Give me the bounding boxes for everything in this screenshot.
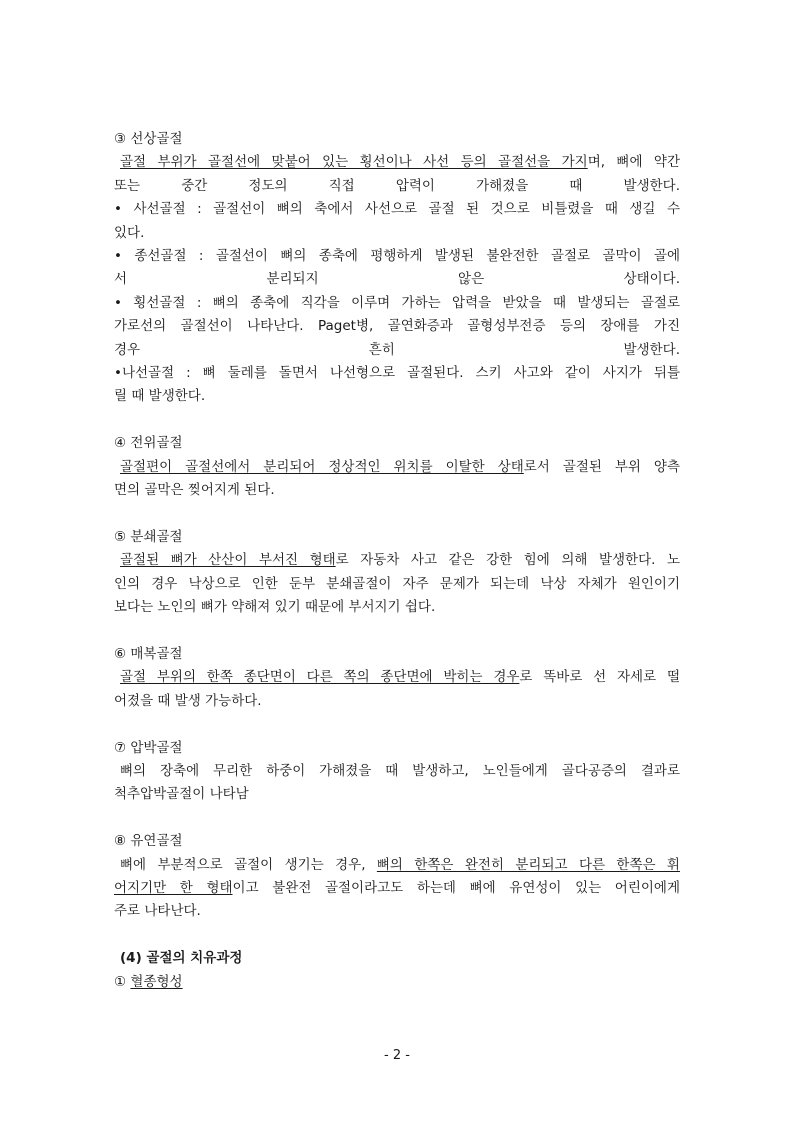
line-text: 보다는 노인의 뼈가 약해져 있기 때문에 부서지기 쉽다. <box>114 599 436 616</box>
line-text: 서 분리되지 않은 상태이다. <box>114 271 680 288</box>
line-text: 로 자동차 사고 같은 강한 힘에 의해 발생한다. 노 <box>335 552 680 569</box>
paragraph-line <box>114 339 680 362</box>
line-text: 인의 경우 낙상으로 인한 둔부 분쇄골절이 자주 문제가 되는데 낙상 자체가 원인이기 <box>114 575 680 592</box>
section-heading: ⑤ 분쇄골절 <box>114 528 183 545</box>
paragraph-line <box>114 479 680 502</box>
line-text: 릴 때 발생한다. <box>114 388 206 405</box>
underlined-key-phrase: 골절 부위가 골절선에 맞붙어 있는 횡선이나 사선 등의 골절선을 가지 <box>120 154 588 171</box>
line-text: 경우 흔히 발생한다. <box>114 341 680 358</box>
section-heading: ⑥ 매복골절 <box>114 645 183 662</box>
underlined-key-phrase: 골절편이 골절선에서 분리되어 정상적인 위치를 이탈한 상태 <box>120 458 524 475</box>
fracture-type-section <box>114 830 680 924</box>
line-text: 로 똑바로 선 자세로 떨 <box>519 669 680 686</box>
underlined-key-phrase: 골절 부위의 한쪽 종단면이 다른 쪽의 종단면에 박히는 경우 <box>120 669 520 686</box>
section-heading: ⑦ 압박골절 <box>114 739 183 756</box>
paragraph-line <box>114 198 680 221</box>
line-text: 있다. <box>114 224 145 241</box>
line-text: •나선골절 : 뼈 둘레를 돌면서 나선형으로 골절된다. 스키 사고와 같이 사지가 뒤틀 <box>114 365 680 382</box>
paragraph-line <box>114 854 680 877</box>
line-text: 또는 중간 정도의 직접 압력이 가해졌을 때 발생한다. <box>114 177 680 194</box>
paragraph-line <box>114 362 680 385</box>
section-heading: ⑧ 유연골절 <box>114 833 183 850</box>
paragraph-line <box>114 151 680 174</box>
line-text: 면의 골막은 찢어지게 된다. <box>114 482 275 499</box>
paragraph-line <box>114 456 680 479</box>
fracture-type-section <box>114 643 680 713</box>
paragraph-line <box>114 877 680 900</box>
line-text: 뼈의 장축에 무리한 하중이 가해졌을 때 발생하고, 노인들에게 골다공증의 결과로 <box>120 762 680 779</box>
paragraph-line <box>114 268 680 291</box>
paragraph-line <box>114 222 680 245</box>
paragraph-line <box>114 175 680 198</box>
line-text: 뼈에 부분적으로 골절이 생기는 경우, <box>120 856 377 873</box>
paragraph-line <box>114 573 680 596</box>
line-text: 이고 불완전 골절이라고도 하는데 뼈에 유연성이 있는 어린이에게 <box>232 879 680 896</box>
underlined-key-phrase: 어지기만 한 형태 <box>114 879 233 896</box>
underlined-key-phrase: 뼈의 한쪽은 완전히 분리되고 다른 한쪽은 휘 <box>376 856 680 873</box>
item-marker: ① <box>114 973 127 990</box>
line-text: • 종선골절 : 골절선이 뼈의 종축에 평행하게 발생된 불완전한 골절로 골막이 골에 <box>114 248 680 265</box>
line-text: 가로선의 골절선이 나타난다. Paget병, 골연화증과 골형성부전증 등의 장애를 가진 <box>114 318 680 335</box>
line-text: 척추압박골절이 나타남 <box>114 786 249 803</box>
paragraph-line <box>114 549 680 572</box>
paragraph-line <box>114 292 680 315</box>
section-heading: ③ 선상골절 <box>114 131 183 147</box>
paragraph-line <box>114 315 680 338</box>
paragraph-line <box>114 245 680 268</box>
item-label: 혈종형성 <box>130 973 183 990</box>
line-text: • 사선골절 : 골절선이 뼈의 축에서 사선으로 골절 된 것으로 비틀렸을 때 생길 수 <box>114 201 680 218</box>
subsection-title: (4) 골절의 치유과정 <box>120 950 243 967</box>
underlined-key-phrase: 골절된 뼈가 산산이 부서진 형태 <box>120 552 336 569</box>
line-text: • 횡선골절 : 뼈의 종축에 직각을 이루며 가하는 압력을 받았을 때 발생되는 골절로 <box>114 294 680 311</box>
paragraph-line <box>114 666 680 689</box>
fracture-type-section <box>114 526 680 620</box>
document-body <box>114 128 680 994</box>
page-number: - 2 - <box>384 1048 410 1063</box>
paragraph-line <box>114 783 680 806</box>
paragraph-line <box>114 900 680 923</box>
paragraph-line <box>114 596 680 619</box>
line-text: 어졌을 때 발생 가능하다. <box>114 692 262 709</box>
paragraph-line <box>114 690 680 713</box>
paragraph-line <box>114 385 680 408</box>
fracture-type-section <box>114 432 680 502</box>
line-text: 로서 골절된 부위 양측 <box>523 458 680 475</box>
line-text: 주로 나타난다. <box>114 903 201 920</box>
fracture-type-section <box>114 128 680 409</box>
healing-step-item <box>114 971 680 994</box>
fracture-type-section <box>114 737 680 807</box>
section-heading: ④ 전위골절 <box>114 435 183 452</box>
line-text: 며, 뼈에 약간 <box>587 154 680 171</box>
paragraph-line <box>114 760 680 783</box>
